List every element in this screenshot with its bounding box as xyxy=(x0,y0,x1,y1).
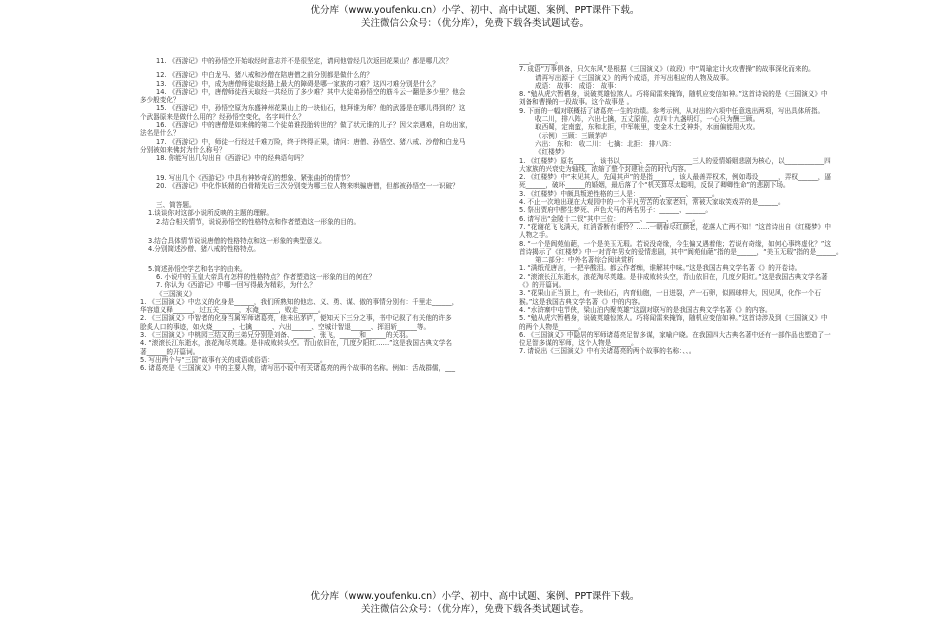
text-line: 7. 请说出《三国演义》中有关诸葛亮的两个故事的名称：、、。 xyxy=(519,347,696,356)
text-line: 取西蜀，定南蛮，东和北拒，中军帐里，变金木土爻神卦，水面偏能用火攻。 xyxy=(535,123,760,132)
text-line: 的两个人物是______。 xyxy=(519,322,585,331)
text-line: （示例）三顾：三顾茅庐 xyxy=(535,131,608,140)
text-line: 收二川，排八阵，六出七擒，五丈原前，点四十九盏明灯，一心只为酬三顾。 xyxy=(535,115,760,124)
page-header xyxy=(0,4,950,30)
text-line: 20. 《西游记》中化作妖精的白骨精先后三次分别变为哪三位人物来哄骗唐僧，但都被孙悟空一一识破？ xyxy=(156,181,459,190)
text-line: 6. 《三国演义》中隐居的军师诸葛亮足智多谋，家喻户晓。在我国四大古典名著中还有一部作品也塑造了一 xyxy=(519,330,831,339)
text-line: 位足智多谋的军师，这个人物是______。 xyxy=(519,339,638,348)
footer-line-1: 优分库（www.youfenku.cn）小学、初中、高中试题、案例、PPT课件下载。 xyxy=(310,591,640,602)
header-line-2: 关注微信公众号：（优分库），免费下载各类试题试卷。 xyxy=(360,18,589,29)
text-line: 个武器原来是做什么用的？经孙悟空变化，名字叫什么？ xyxy=(140,112,305,121)
text-line: 1. 《红楼梦》原名______，该书以______、______、______三人的爱情婚姻悲剧为核心，以____________四 xyxy=(519,156,831,165)
text-line: 《三国演义》 xyxy=(156,289,196,298)
text-line: 法名是什么？ xyxy=(140,129,180,138)
text-line: 大家族的兴衰史为轴线，浓缩了整个封建社会的时代内容。 xyxy=(519,164,691,173)
text-line: 3. 《红楼梦》中颇具叛逆性格的三人是：______、______、______。 xyxy=(519,189,719,198)
text-line: 4. 不止一次地出现在大观园中的一个平凡劳苦的农家老妇，常被大家取笑戏弄的是______。 xyxy=(519,198,785,207)
spacer xyxy=(140,163,483,174)
text-line: 19. 写出几个《西游记》中具有神妙奇幻的想象、紧张曲折的情节？ xyxy=(156,173,354,182)
text-line: 人物之手。 xyxy=(519,231,552,240)
spacer xyxy=(140,226,483,237)
text-line: 1. 《三国演义》中忠义的化身是______，我们所熟知的他忠、义、勇、谋、傲的事情分别有：千里走______， xyxy=(140,297,459,306)
text-line: 7. 成语“万事俱备，只欠东风”是根据《三国演义》（故段）中“周瑜定计火攻曹操”的故事深化而来的。 xyxy=(519,65,815,74)
text-line: 1. “满纸荒唐言，一把辛酸泪。都云作者痴，谁解其中味。”这是我国古典文学名著《》的开卷诗。 xyxy=(519,264,802,273)
page-footer xyxy=(0,590,950,616)
text-line: 猴。”这是我国古典文学名著《》中的内容。 xyxy=(519,297,645,306)
text-line: 成语： 故事： 成语： 故事： xyxy=(535,81,621,90)
text-line: 15. 《西游记》中，孙悟空原为东盛神州花果山上的一块仙石，他拜谁为师？他的武器是在哪儿得到的？这 xyxy=(156,104,466,113)
text-line: 7. “花谢花飞飞满天，红消香断有谁怜？……一朝春尽红颜老，花落人亡两不知！”这首诗出自《红楼梦》中 xyxy=(519,222,831,231)
text-line: 11. 《西游记》中的孙悟空开始取经时意志并不是很坚定，请问他曾经几次返回花果山？都是哪几次？ xyxy=(156,57,453,65)
right-column xyxy=(519,57,854,356)
text-line: 刘备和曹操的一段故事。这个故事是 。 xyxy=(519,98,634,107)
text-line: 2.结合相关情节，说说孙悟空的性格特点和作者塑造这一形象的目的。 xyxy=(156,217,361,226)
header-line-1: 优分库（www.youfenku.cn）小学、初中、高中试题、案例、PPT课件下载。 xyxy=(310,5,640,16)
text-line: 3.结合具体情节说说唐僧的性格特点和这一形象的典型意义。 xyxy=(148,237,326,246)
spacer xyxy=(140,190,483,201)
text-line: 3. 《三国演义》中桃园三结义的三弟兄分别是刘备、______、张飞，______和______的关羽。 xyxy=(140,331,413,340)
text-line: 首诗揭示了《红楼梦》中一对青年男女的爱情悲剧，其中“阆苑仙葩”指的是______，“美玉无瑕”指的是______。 xyxy=(519,247,843,256)
text-line: 12. 《西游记》中白龙马、猪八戒和沙僧在陪唐僧之前分别都是做什么的？ xyxy=(156,71,373,80)
text-line: 5. 祭出贾府中醉生梦死、声色犬马的两名男子：______、______。 xyxy=(519,206,713,215)
text-line: 4. “滚滚长江东逝水，浪花淘尽英雄。是非成败转头空。青山依旧在，几度夕阳红……”这是我国古典文学名 xyxy=(140,339,452,348)
text-line: 第二部分：中外名著综合阅读赏析 xyxy=(535,256,634,265)
text-line: 2. “滚滚长江东逝水，浪花淘尽英雄。是非成败转头空，青山依旧在，几度夕阳红。”这是我国古典文学名著 xyxy=(519,272,828,281)
text-line: 著______的开篇词。 xyxy=(140,347,200,356)
text-line: 4. “水浒寨中屯节侠，梁山泊内聚英雄”这副对联写的是我国古典文学名著《》的内容。 xyxy=(519,305,772,314)
text-line: 请再写出源于《三国演义》的两个成语，并写出相应的人物及故事。 xyxy=(535,73,733,82)
text-line: 2. 《红楼梦》中“末见其人，先闻其声”的是指______，该人最善弄权术，例如毒设______，弄权______，逼 xyxy=(519,173,831,182)
text-line: 17. 《西游记》中，师徒一行经过千难万险，终于终得正果，请问：唐僧、孙悟空、猪八戒、沙僧和白龙马 xyxy=(156,137,466,146)
text-line: 5. “勉从虎穴暂栖身，说破英雄惊煞人。巧将闻雷来掩饰，随机应变信如神。”这首诗涉及到《三国演义》中 xyxy=(519,314,828,323)
text-line: 《红楼梦》 xyxy=(535,148,568,157)
text-line: 华容道义释______，过五关______，水淹______，败走______。 xyxy=(140,306,325,315)
text-line: 4.分别简述沙僧、猪八戒的性格特点。 xyxy=(148,245,260,254)
footer-line-2: 关注微信公众号：（优分库），免费下载各类试题试卷。 xyxy=(360,604,589,615)
text-line: 脍炙人口的事迹，如火烧______、七擒______、六出______、空城计智退______、挥泪斩______等。 xyxy=(140,322,431,331)
text-line: 13. 《西游记》中，成为唐僧师徒取经路上最大的障碍是哪一家族的刁难？这四刁难分别是什么？ xyxy=(156,79,439,88)
text-line: 3. “花果山正当顶上，有一块仙石，内育仙胞，一日迸裂，产一石卵，似圆球样大，因见风，化作一个石 xyxy=(519,289,821,298)
spacer xyxy=(140,254,483,265)
text-line: 分别被如来佛封为什么称号？ xyxy=(140,145,226,154)
text-line: 6. 诸葛亮是《三国演义》中的主要人物，请写出小说中有关诸葛亮的两个故事的名称。例如：舌战群儒，___ xyxy=(140,364,455,373)
text-line: 三、简答题。 xyxy=(156,201,196,210)
text-line: 9. 下面的一幅对联概括了诸葛亮一生的功绩。参考示例，从对出的六项中任意选出两项，写出具体所指。 xyxy=(519,106,825,115)
text-line: 8. “一个是阆苑仙葩，一个是美玉无瑕。若说没奇缘，今生偏又遇着他；若说有奇缘，如何心事终虚化？”这 xyxy=(519,239,831,248)
text-line: 死______，破坏______的婚姻，最后落了个“机关算尽太聪明，反误了卿卿性命”的悲剧下场。 xyxy=(519,181,790,190)
text-line: 《》的开篇词。 xyxy=(519,281,566,290)
text-line: 5.简述孙悟空学艺和名字的由来。 xyxy=(148,264,247,273)
text-line: ___，______。 xyxy=(519,57,562,65)
text-line: 5. 写出两个与“三国”故事有关的成语或俗语：______、______。 xyxy=(140,355,327,364)
text-line: 16. 《西游记》中的唐僧是如来佛的第二个徒弟谁投胎转世的？做了状元谁的儿子？因父亲遇难，自幼出家， xyxy=(156,121,472,130)
left-column xyxy=(140,57,483,373)
text-line: 6. 小说中的玉皇大帝具有怎样的性格特点？作者塑造这一形象的目的何在？ xyxy=(156,272,376,281)
text-line: 6. 请写出“金陵十二钗”其中三位：______、______、______。 xyxy=(519,214,700,223)
text-line: 1.谈谈你对这部小说所反映的主题的理解。 xyxy=(148,209,273,218)
text-line: 18. 你能写出几句出自《西游记》中的经典语句吗？ xyxy=(156,154,308,163)
text-line: 8. “勉从虎穴暂栖身，说破英雄惊煞人。巧将闻雷来掩饰，随机应变信如神。”这首诗说的是《三国演义》中 xyxy=(519,90,828,99)
text-line: 六出： 东和： 收二川： 七擒：北拒： 排八阵： xyxy=(535,139,676,148)
text-line: 14. 《西游记》中，唐僧师徒西天取经一共经历了多少难？其中大徒弟孙悟空的筋斗云一翻是多少里？他会 xyxy=(156,87,466,96)
text-line: 7. 你认为《西游记》中哪一回写得最为精彩，为什么？ xyxy=(156,281,317,290)
text-line: 多少般变化？ xyxy=(140,96,180,105)
text-line: 2. 《三国演义》中智者的化身当属军师诸葛亮，他未出茅庐，便知天下三分之事，书中记叙了有关他的许多 xyxy=(140,314,452,323)
